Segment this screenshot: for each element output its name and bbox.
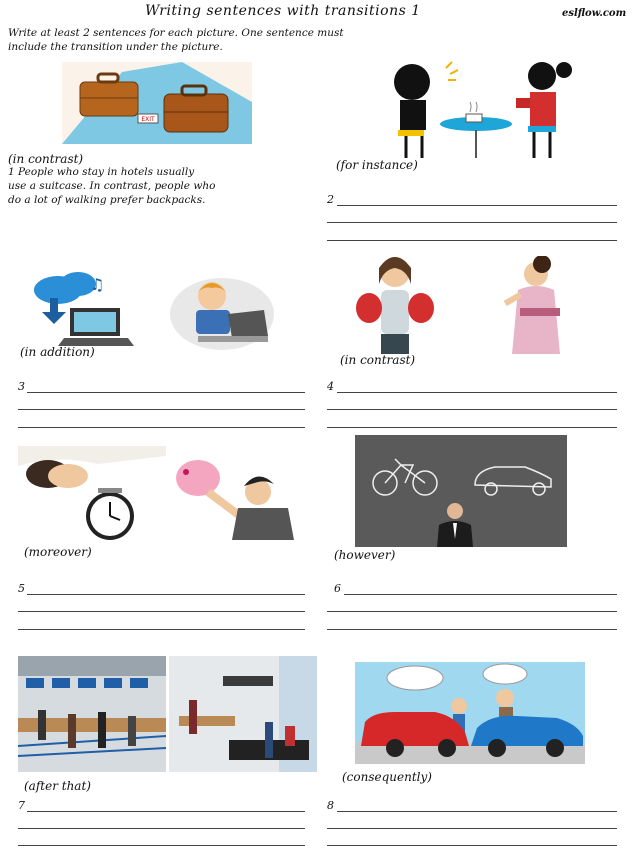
svg-text:♫: ♫ [90,275,105,294]
sleeping-alarm-picture [18,446,166,544]
airport-checkin-picture [18,656,166,772]
boxing-girl-picture [355,250,435,354]
transition-label-3: (in addition) [20,345,95,359]
item-number-4: 4 [327,380,334,393]
item-number-2: 2 [327,193,334,206]
example-line-2: use a suitcase. In contrast, people who [8,180,216,192]
example-line-1: 1 People who stay in hotels usually [8,166,195,178]
worksheet-title: Writing sentences with transitions 1 [145,3,421,19]
transition-label-8: (consequently) [342,770,432,784]
bike-or-car-picture [355,435,567,547]
writing-line[interactable] [27,811,305,812]
writing-line[interactable] [18,828,305,829]
kimono-woman-picture [498,256,566,354]
item-number-8: 8 [327,799,334,812]
transition-label-2: (for instance) [336,158,418,172]
transition-label-4: (in contrast) [340,353,416,367]
item-number-6: 6 [334,582,341,595]
writing-line[interactable] [337,392,617,393]
car-crash-picture [355,662,585,764]
instructions-line-1: Write at least 2 sentences for each picture. One sentence must [8,27,344,39]
piggy-bank-picture [168,452,294,540]
writing-line[interactable] [344,594,617,595]
writing-line[interactable] [18,629,305,630]
writing-line[interactable] [327,845,617,846]
airport-gate-picture [169,656,317,772]
example-line-3: do a lot of walking prefer backpacks. [8,194,206,206]
example-transition-label: (in contrast) [8,152,84,166]
writing-line[interactable] [327,629,617,630]
item-number-5: 5 [18,582,25,595]
music-download-picture [20,268,138,350]
example-sentences [8,165,288,207]
writing-line[interactable] [327,427,617,428]
writing-line[interactable] [18,409,305,410]
writing-line[interactable] [327,240,617,241]
writing-line[interactable] [18,845,305,846]
site-name: eslflow.com [562,8,627,19]
instructions-line-2: include the transition under the picture. [8,41,223,53]
writing-line[interactable] [18,611,305,612]
instructions [8,26,428,54]
transition-label-6: (however) [334,548,396,562]
writing-line[interactable] [327,828,617,829]
suitcases-picture [62,62,252,144]
item-number-7: 7 [18,799,25,812]
exit-sign-text: EXIT [141,116,155,123]
boy-laptop-picture [168,266,276,352]
transition-label-7: (after that) [24,779,91,793]
writing-line[interactable] [327,222,617,223]
writing-line[interactable] [327,611,617,612]
cafe-couple-picture [366,58,588,162]
writing-line[interactable] [27,392,305,393]
writing-line[interactable] [337,205,617,206]
writing-line[interactable] [337,811,617,812]
writing-line[interactable] [18,427,305,428]
transition-label-5: (moreover) [24,545,92,559]
writing-line[interactable] [327,409,617,410]
writing-line[interactable] [27,594,305,595]
item-number-3: 3 [18,380,25,393]
